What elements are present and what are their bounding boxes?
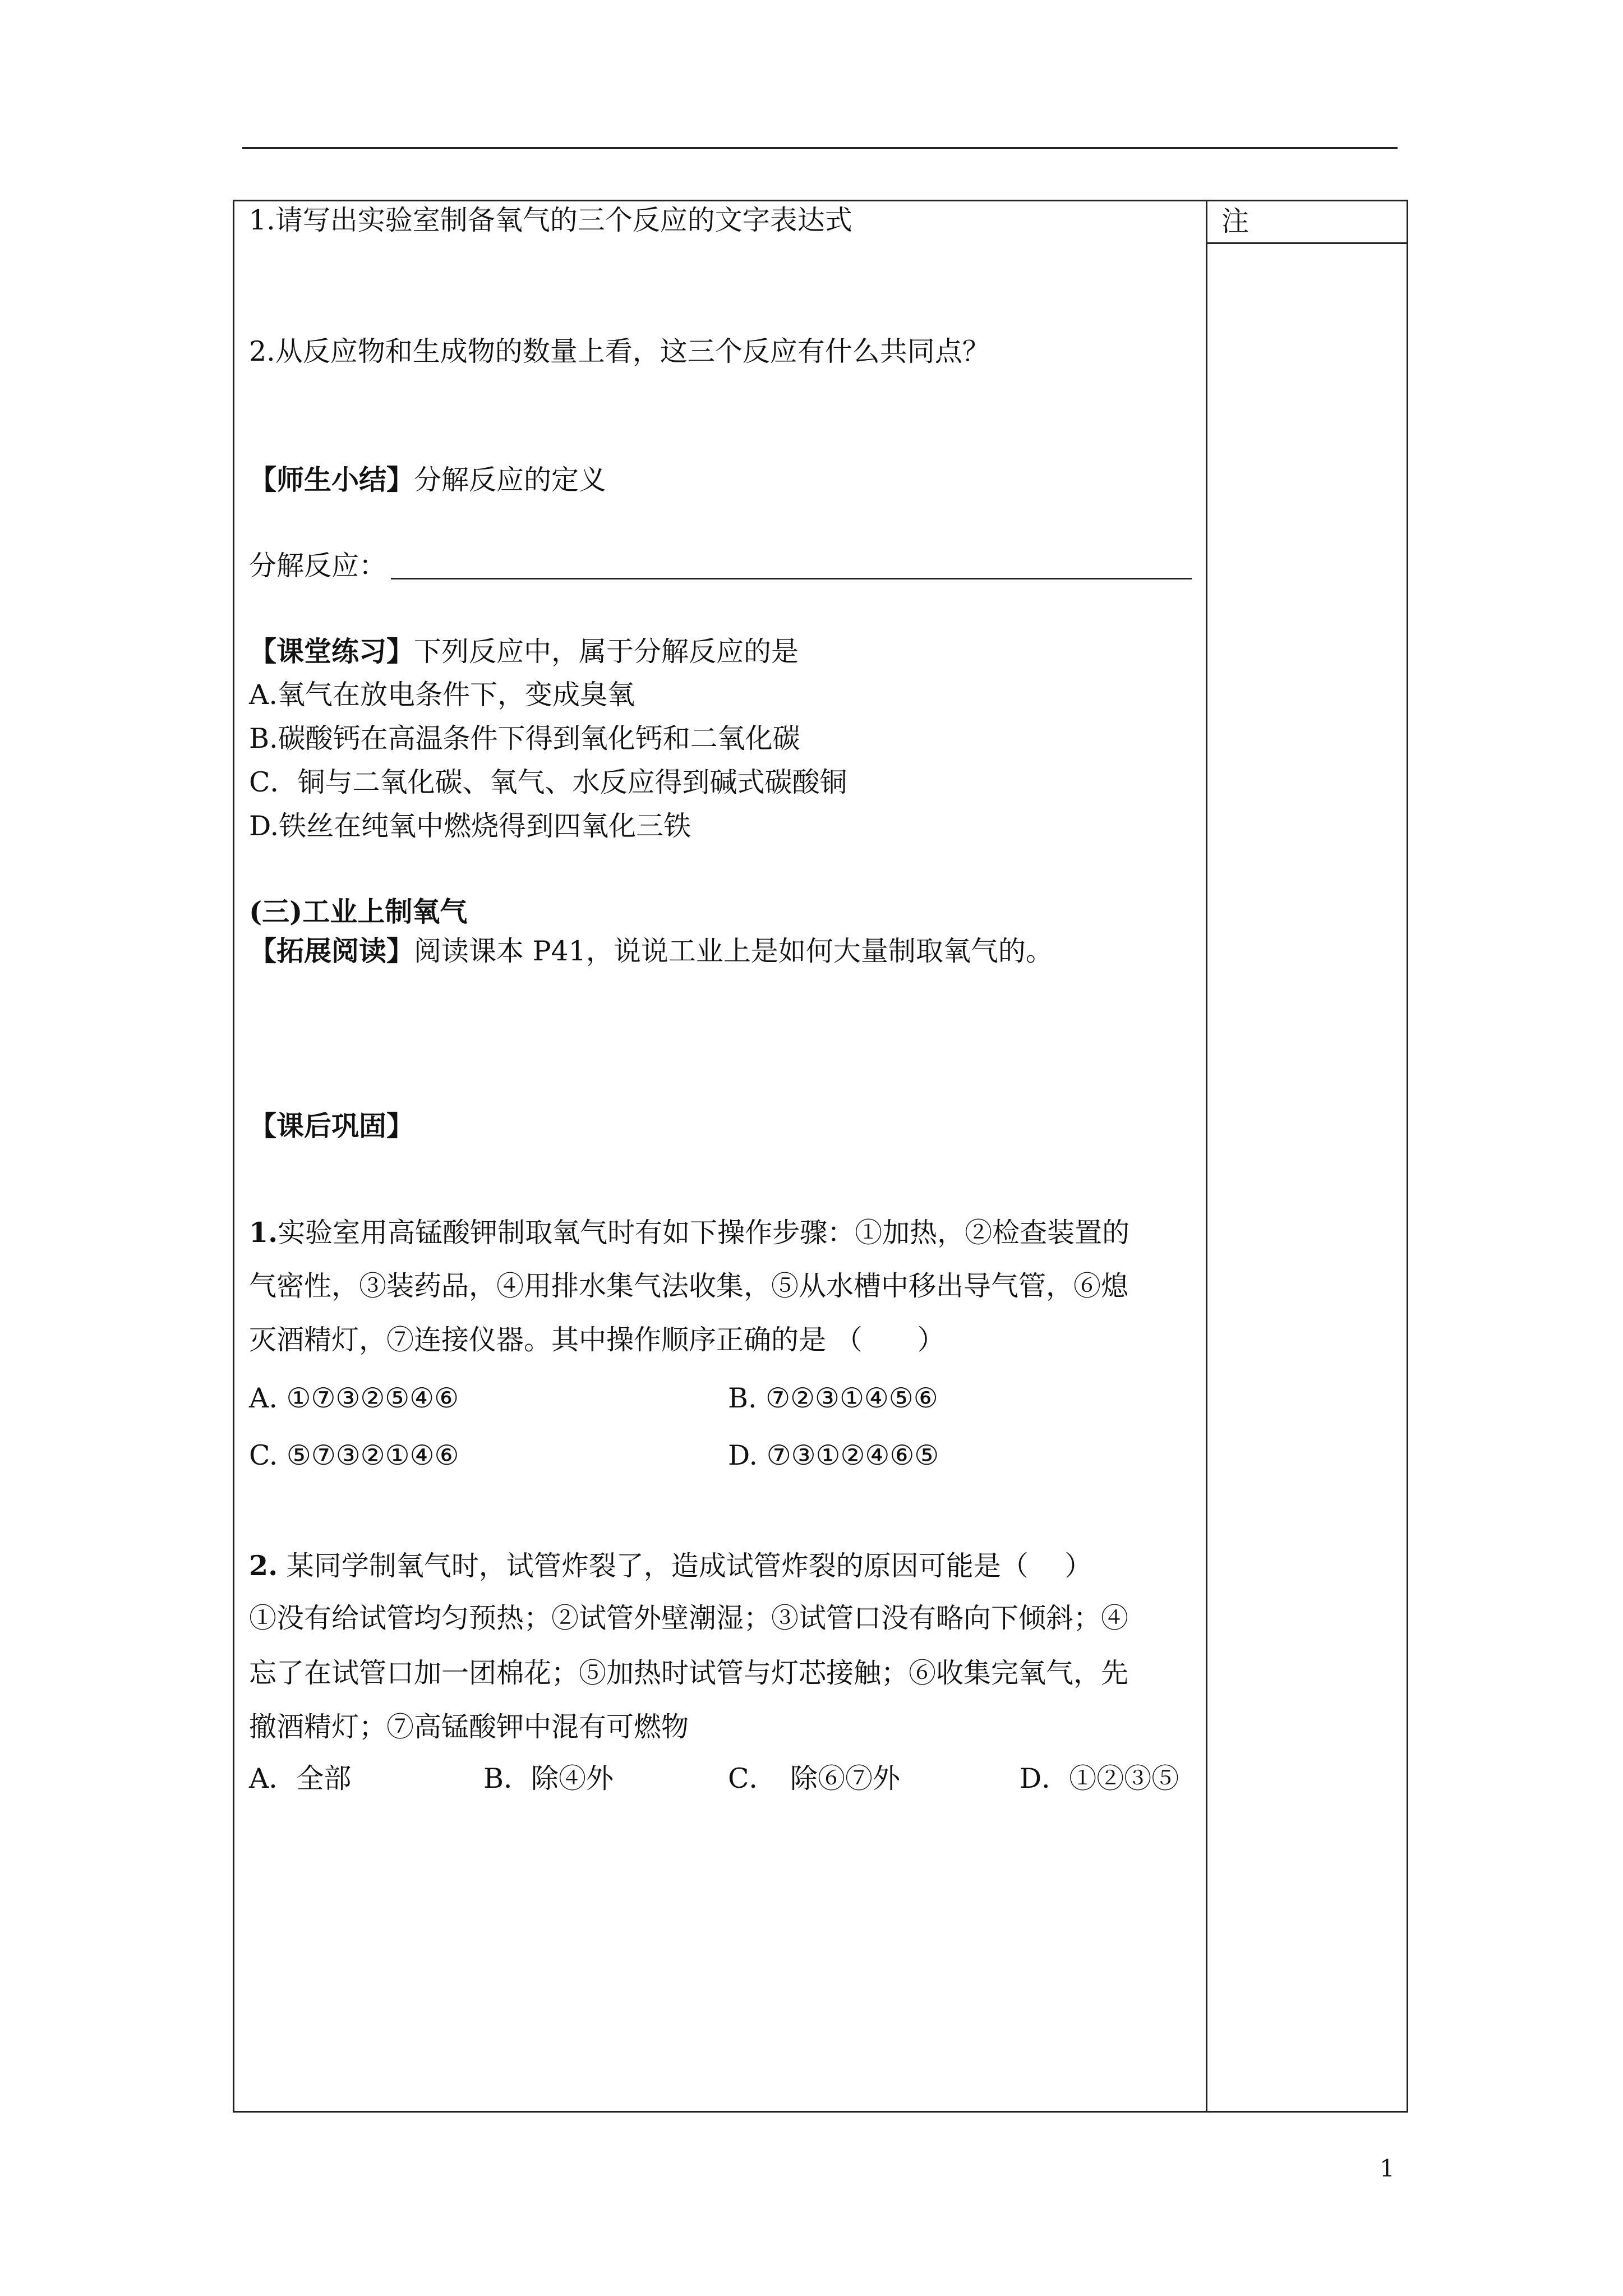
extended-reading bbox=[249, 933, 1053, 969]
hw1-option-b: B. ⑦②③①④⑤⑥ bbox=[728, 1382, 938, 1414]
hw1-line-1 bbox=[249, 1215, 1129, 1250]
practice-option-a: A.氧气在放电条件下，变成臭氧 bbox=[249, 679, 635, 711]
after-class-title: 【课后巩固】 bbox=[249, 1110, 414, 1142]
reading-text: 阅读课本 P41，说说工业上是如何大量制取氧气的。 bbox=[414, 935, 1053, 967]
summary-text: 分解反应的定义 bbox=[414, 464, 607, 496]
hw2-line-4: 撤酒精灯；⑦高锰酸钾中混有可燃物 bbox=[249, 1711, 689, 1743]
hw1-line-2: 气密性，③装药品，④用排水集气法收集，⑤从水槽中移出导气管，⑥熄 bbox=[249, 1270, 1129, 1302]
practice-tag: 【课堂练习】 bbox=[249, 635, 414, 668]
definition-blank-line bbox=[391, 578, 1192, 579]
summary-line bbox=[249, 462, 606, 498]
hw1-option-d: D. ⑦③①②④⑥⑤ bbox=[728, 1439, 939, 1471]
hw2-option-b: B．除④外 bbox=[483, 1763, 614, 1795]
hw1-line-3: 灭酒精灯，⑦连接仪器。其中操作顺序正确的是 （ ） bbox=[249, 1324, 945, 1356]
question-1: 1.请写出实验室制备氧气的三个反应的文字表达式 bbox=[249, 204, 852, 236]
hw2-option-c: C． 除⑥⑦外 bbox=[728, 1763, 900, 1795]
hw2-line-3: 忘了在试管口加一团棉花；⑤加热时试管与灯芯接触；⑥收集完氧气，先 bbox=[249, 1657, 1129, 1689]
hw2-line-1-text: 某同学制氧气时，试管炸裂了，造成试管炸裂的原因可能是（ ） bbox=[278, 1550, 1092, 1582]
header-rule bbox=[242, 147, 1398, 149]
hw2-number: 2. bbox=[249, 1549, 278, 1582]
hw1-number: 1. bbox=[249, 1216, 278, 1249]
summary-tag: 【师生小结】 bbox=[249, 463, 414, 496]
hw2-line-2: ①没有给试管均匀预热；②试管外壁潮湿；③试管口没有略向下倾斜；④ bbox=[249, 1602, 1129, 1634]
notes-header-rule bbox=[1206, 242, 1408, 244]
practice-option-b: B.碳酸钙在高温条件下得到氧化钙和二氧化碳 bbox=[249, 723, 800, 754]
page-number: 1 bbox=[1380, 2155, 1395, 2182]
practice-question bbox=[249, 634, 799, 669]
definition-label: 分解反应： bbox=[249, 550, 387, 582]
hw2-option-d: D．①②③⑤ bbox=[1020, 1763, 1179, 1795]
reading-tag: 【拓展阅读】 bbox=[249, 935, 414, 967]
hw2-option-a: A．全部 bbox=[249, 1763, 352, 1795]
question-2: 2.从反应物和生成物的数量上看，这三个反应有什么共同点？ bbox=[249, 335, 990, 367]
hw1-option-a: A. ①⑦③②⑤④⑥ bbox=[249, 1382, 459, 1414]
hw1-option-c: C. ⑤⑦③②①④⑥ bbox=[249, 1439, 459, 1471]
hw2-line-1 bbox=[249, 1548, 1092, 1584]
practice-option-c: C．铜与二氧化碳、氧气、水反应得到碱式碳酸铜 bbox=[249, 766, 847, 798]
notes-column-divider bbox=[1206, 200, 1207, 2113]
notes-column-label: 注 bbox=[1221, 205, 1249, 237]
section-3-title: (三)工业上制氧气 bbox=[249, 895, 468, 928]
practice-option-d: D.铁丝在纯氧中燃烧得到四氧化三铁 bbox=[249, 810, 691, 842]
hw1-line-1-text: 实验室用高锰酸钾制取氧气时有如下操作步骤：①加热，②检查装置的 bbox=[278, 1217, 1130, 1249]
practice-text: 下列反应中，属于分解反应的是 bbox=[414, 636, 799, 668]
